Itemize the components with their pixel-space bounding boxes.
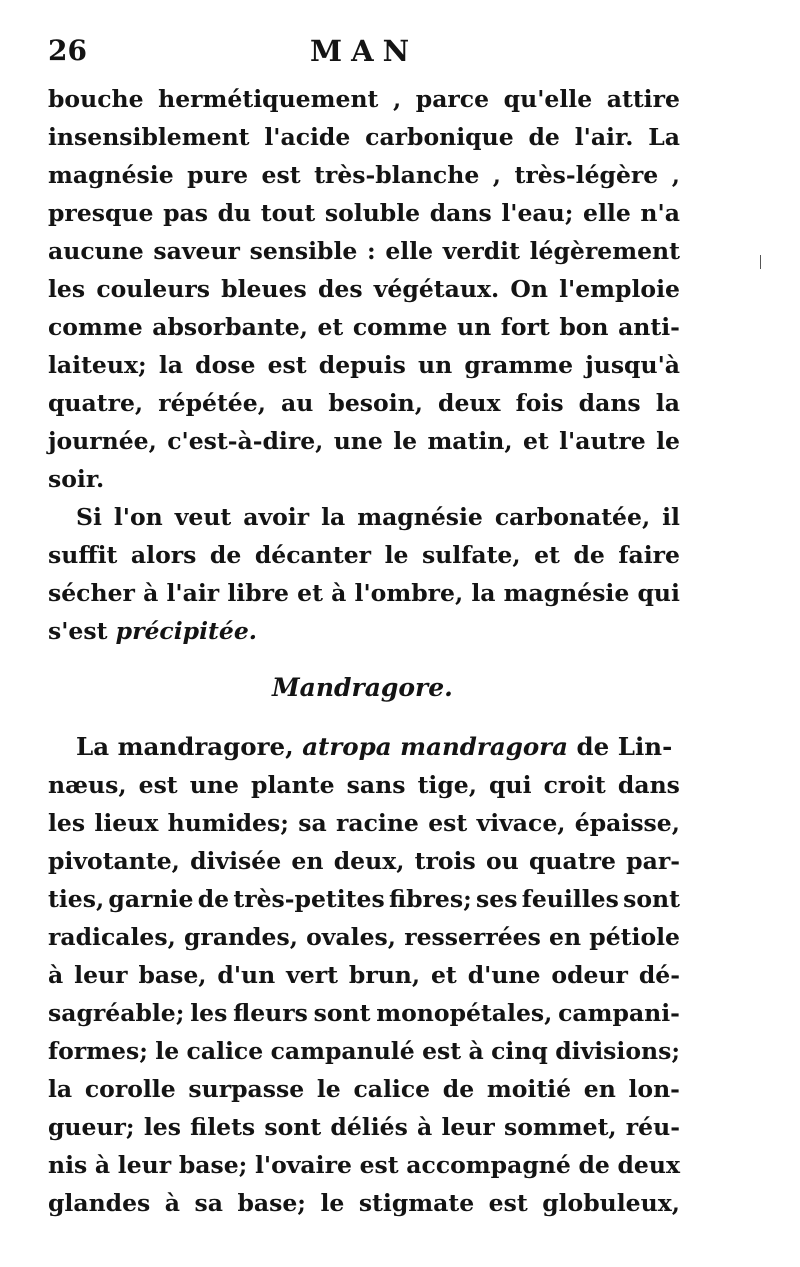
page-number: 26: [48, 34, 87, 67]
section-title: Mandragore.: [272, 673, 453, 702]
running-head: MAN: [310, 34, 419, 68]
text-line: journée, c'est-à-dire, une le matin, et l'autre le: [48, 427, 680, 455]
text-line: les lieux humides; sa racine est vivace, épaisse,: [48, 809, 680, 837]
text-line: quatre, répétée, au besoin, deux fois dans la: [48, 389, 680, 417]
text-line: pivotante, divisée en deux, trois ou quatre par-: [48, 847, 680, 875]
text-line: sagréable; les fleurs sont monopétales, campani-: [48, 999, 680, 1027]
text-line: soir.: [48, 465, 105, 493]
text-line: gueur; les filets sont déliés à leur sommet, réu-: [48, 1113, 680, 1141]
text-line: næus, est une plante sans tige, qui croit dans: [48, 771, 680, 799]
text-line: insensiblement l'acide carbonique de l'air. La: [48, 123, 680, 151]
text-line: suffit alors de décanter le sulfate, et de faire: [48, 541, 680, 569]
margin-mark: [760, 255, 761, 269]
text-line: radicales, grandes, ovales, resserrées en pétiole: [48, 923, 680, 951]
text-line: formes; le calice campanulé est à cinq divisions;: [48, 1037, 680, 1065]
text-line: nis à leur base; l'ovaire est accompagné de deux: [48, 1151, 680, 1179]
text-line: glandes à sa base; le stigmate est globuleux,: [48, 1189, 680, 1217]
text-line: bouche hermétiquement , parce qu'elle attire: [48, 85, 680, 113]
text-line: à leur base, d'un vert brun, et d'une odeur dé-: [48, 961, 680, 989]
text-line: la corolle surpasse le calice de moitié en lon-: [48, 1075, 680, 1103]
text-line: La mandragore, atropa mandragora de Lin-: [76, 732, 673, 761]
text-line: aucune saveur sensible : elle verdit légèrement: [48, 237, 680, 265]
text-line: les couleurs bleues des végétaux. On l'emploie: [48, 275, 680, 303]
text-line: sécher à l'air libre et à l'ombre, la magnésie qui: [48, 579, 680, 607]
text-line: presque pas du tout soluble dans l'eau; elle n'a: [48, 199, 680, 227]
page-header: [48, 34, 680, 74]
text-line: ties, garnie de très-petites fibres; ses feuilles sont: [48, 885, 680, 913]
text-line: s'est précipitée.: [48, 617, 257, 645]
text-line: magnésie pure est très-blanche , très-légère ,: [48, 161, 680, 189]
text-line: comme absorbante, et comme un fort bon anti-: [48, 313, 680, 341]
text-line: Si l'on veut avoir la magnésie carbonatée, il: [76, 503, 680, 531]
text-line: laiteux; la dose est depuis un gramme jusqu'à: [48, 351, 680, 379]
